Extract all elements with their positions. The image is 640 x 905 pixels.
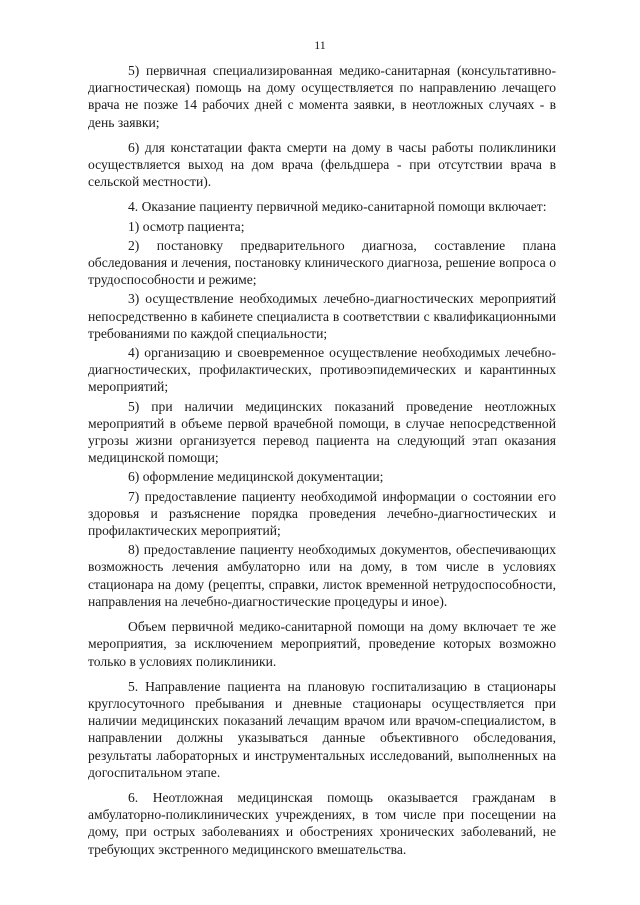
paragraph-section-4-heading: 4. Оказание пациенту первичной медико-санитарной помощи включает: [128, 199, 547, 215]
list-item-2: 2) постановку предварительного диагноза, составление плана обследования и лечения, постановку клинического диагноза, решение вопроса о трудоспособности и режиме; [88, 237, 556, 288]
list-item-7: 7) предоставление пациенту необходимой информации о состоянии его здоровья и разъяснение порядка проведения лечебно-диагностических и профилактических мероприятий; [88, 488, 556, 539]
list-item-5: 5) при наличии медицинских показаний проведение неотложных мероприятий в объеме первой врачебной помощи, в случае непосредственной угрозы жизни организуется перевод пациента на следующий этап оказания медицинской помощи; [88, 398, 556, 466]
paragraph-home-care-scope: Объем первичной медико-санитарной помощи на дому включает те же мероприятия, за исключением мероприятий, проведение которых возможно только в условиях поликлиники. [88, 619, 556, 669]
paragraph-specialized-care-home: 5) первичная специализированная медико-санитарная (консультативно-диагностическая) помощь на дому осуществляется по направлению лечащего врача не позже 14 рабочих дней с момента заявки, в неотложных случаях - в день заявки; [88, 63, 556, 130]
list-item-4: 4) организацию и своевременное осуществление необходимых лечебно-диагностических, профилактических, противоэпидемических и карантинных мероприятий; [88, 345, 556, 395]
list-item-6: 6) оформление медицинской документации; [128, 469, 384, 485]
paragraph-section-5: 5. Направление пациента на плановую госпитализацию в стационары круглосуточного пребывания и дневные стационары осуществляется при наличии медицинских показаний лечащим врачом или врачом-специалистом, в направлении должны указываться данные объективного обследования, результаты лабораторных и инструментальных исследований, выполненных на догоспитальном этапе. [88, 678, 556, 780]
list-item-8: 8) предоставление пациенту необходимых документов, обеспечивающих возможность лечения амбулаторно или на дому, в том числе в условиях стационара на дому (рецепты, справки, листок временной нетрудоспособности, направления на лечебно-диагностические процедуры и иное). [88, 542, 556, 609]
list-item-1: 1) осмотр пациента; [128, 218, 245, 234]
document-body [88, 62, 556, 858]
paragraph-death-confirmation: 6) для констатации факта смерти на дому в часы работы поликлиники осуществляется выход на дом врача (фельдшера - при отсутствии врача в сельской местности). [88, 139, 556, 190]
paragraph-section-6: 6. Неотложная медицинская помощь оказывается гражданам в амбулаторно-поликлинических учреждениях, в том числе при посещении на дому, при острых заболеваниях и обострениях хронических заболеваний, не требующих экстренного медицинского вмешательства. [88, 789, 556, 857]
list-item-3: 3) осуществление необходимых лечебно-диагностических мероприятий непосредственно в кабинете специалиста в соответствии с квалификационными требованиями по каждой специальности; [88, 291, 556, 341]
page-number: 11 [314, 38, 326, 52]
